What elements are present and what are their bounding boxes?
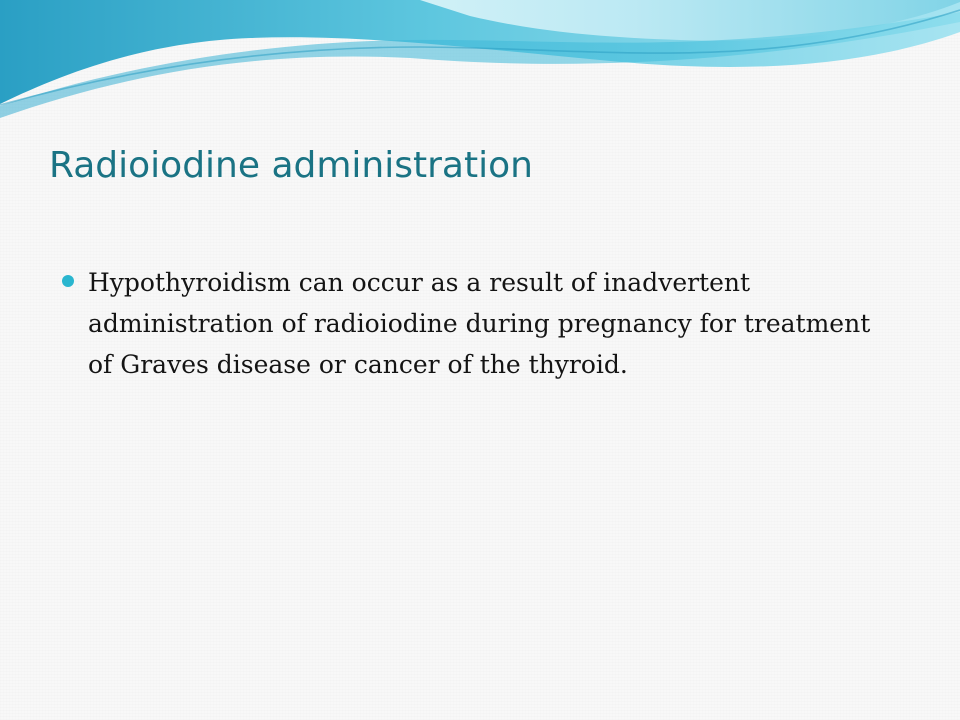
- top-wave-decoration: [0, 0, 960, 120]
- bullet-text: Hypothyroidism can occur as a result of inadvertent administration of radioiodine during pregnancy for treatment of Graves disease or cancer of the thyroid.: [88, 268, 871, 379]
- slide-title: Radioiodine administration: [49, 145, 533, 186]
- bullet-item: [60, 262, 880, 385]
- bullet-dot-icon: [62, 275, 74, 287]
- bullet-list: [60, 262, 880, 385]
